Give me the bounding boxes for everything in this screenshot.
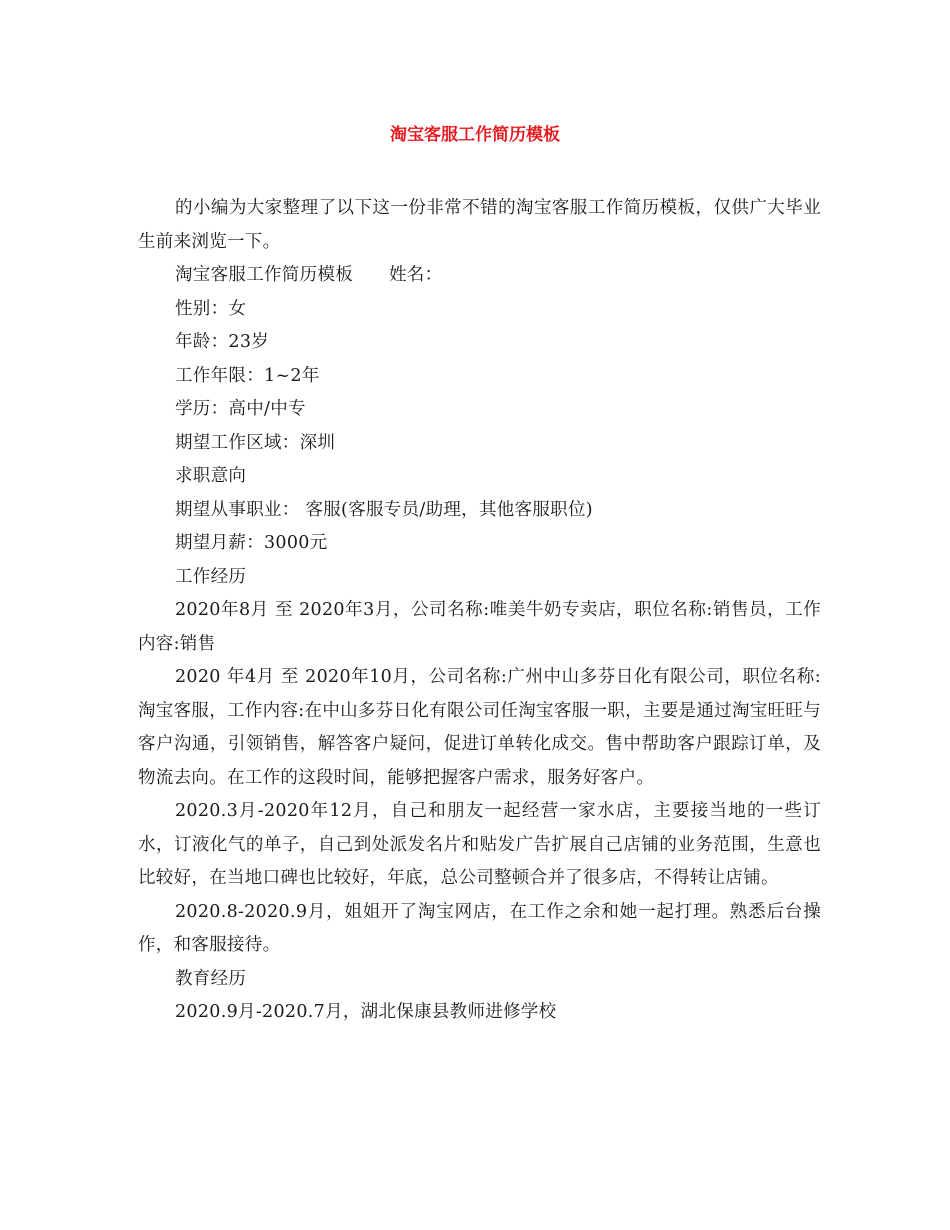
expected-salary-line: 期望月薪：3000元 bbox=[175, 533, 328, 553]
work-years-line: 工作年限：1~2年 bbox=[175, 365, 320, 386]
expected-position-line: 期望从事职业： 客服(客服专员/助理，其他客服职位) bbox=[175, 499, 593, 520]
education-heading: 教育经历 bbox=[175, 968, 247, 989]
education-entry: 2020.9月-2020.7月，湖北保康县教师进修学校 bbox=[175, 1002, 557, 1022]
work-history-heading: 工作经历 bbox=[175, 566, 247, 587]
education-level-line: 学历：高中/中专 bbox=[175, 399, 306, 419]
template-name: 淘宝客服工作简历模板 bbox=[175, 265, 353, 285]
job-intention-heading: 求职意向 bbox=[175, 466, 247, 486]
name-label: 姓名： bbox=[389, 265, 443, 285]
expected-area-line: 期望工作区域：深圳 bbox=[175, 432, 336, 453]
gender-line: 性别：女 bbox=[175, 298, 247, 319]
work-history-item: 2020.8-2020.9月，姐姐开了淘宝网店，在工作之余和她一起打理。熟悉后台操作，和客服接待。 bbox=[138, 901, 821, 955]
intro-paragraph: 的小编为大家整理了以下这一份非常不错的淘宝客服工作简历模板，仅供广大毕业生前来浏览一下。 bbox=[138, 198, 821, 252]
work-history-item: 2020.3月-2020年12月，自己和朋友一起经营一家水店，主要接当地的一些订水，订液化气的单子，自己到处派发名片和贴发广告扩展自己店铺的业务范围，生意也比较好，在当地口碑也比较好，年底，总公司整顿合并了很多店，不得转让店铺。 bbox=[138, 801, 821, 888]
work-history-item: 2020年8月 至 2020年3月，公司名称:唯美牛奶专卖店，职位名称:销售员，工作内容:销售 bbox=[138, 600, 821, 654]
document-body bbox=[138, 192, 821, 1030]
template-name-line bbox=[138, 259, 821, 293]
document-title: 淘宝客服工作简历模板 bbox=[390, 125, 560, 145]
age-line: 年龄：23岁 bbox=[175, 332, 270, 352]
work-history-item: 2020 年4月 至 2020年10月，公司名称:广州中山多芬日化有限公司，职位名称:淘宝客服，工作内容:在中山多芬日化有限公司任淘宝客服一职，主要是通过淘宝旺旺与客户沟通，引领销售，解答客户疑问，促进订单转化成交。售中帮助客户跟踪订单，及物流去向。在工作的这段时间，能够把握客户需求，服务好客户。 bbox=[138, 667, 821, 788]
